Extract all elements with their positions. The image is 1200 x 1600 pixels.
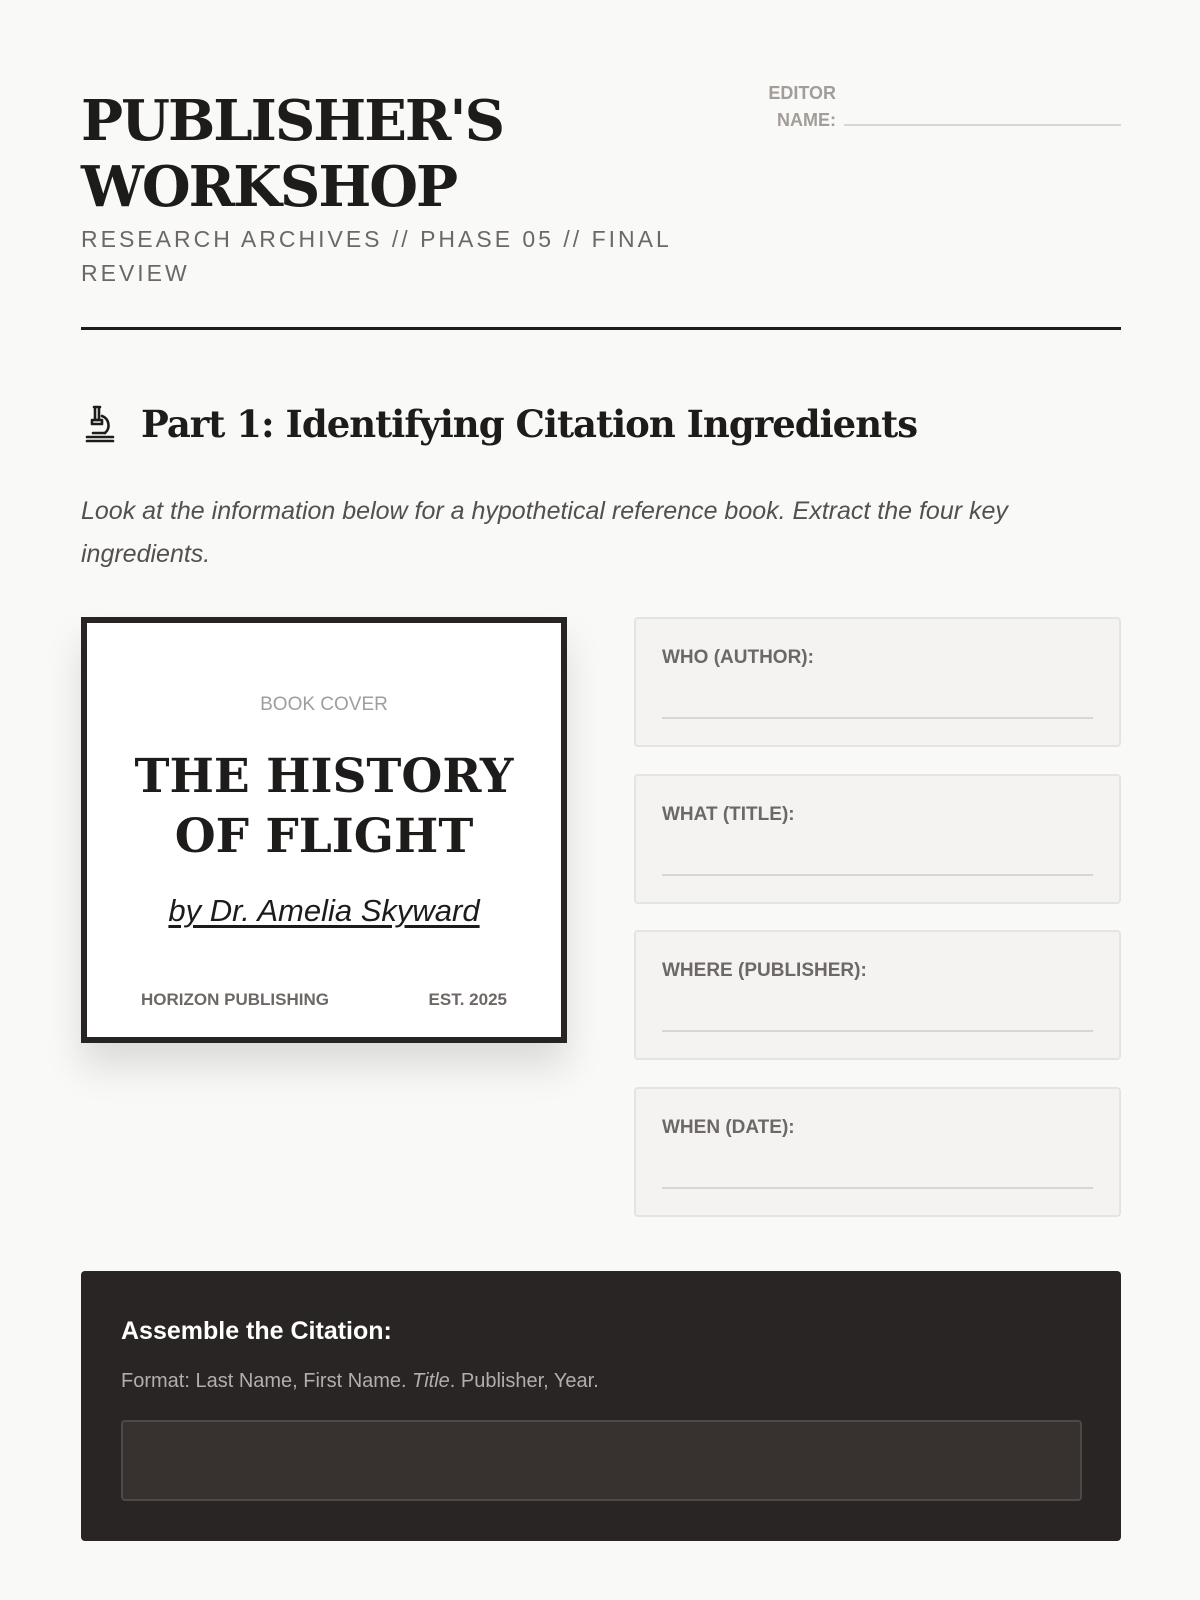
format-prefix: Format: Last Name, First Name. — [121, 1370, 413, 1392]
title-field-label: WHAT (TITLE): — [662, 804, 795, 825]
brand-title — [81, 88, 681, 220]
book-cover — [81, 617, 567, 1043]
date-field-label: WHEN (DATE): — [662, 1117, 795, 1138]
citation-input[interactable] — [121, 1420, 1082, 1501]
book-title-line-1: THE HISTORY — [134, 749, 514, 804]
book-title-line-2: OF FLIGHT — [174, 809, 474, 864]
book-cover-label: BOOK COVER — [260, 694, 388, 715]
format-suffix: . Publisher, Year. — [449, 1370, 599, 1392]
book-established: EST. 2025 — [428, 990, 507, 1009]
citation-format-hint — [121, 1367, 599, 1395]
date-input[interactable] — [662, 1187, 1093, 1189]
editor-name-field[interactable] — [844, 124, 1121, 126]
editor-label-line-1: EDITOR — [768, 83, 836, 103]
format-italic: Title — [412, 1370, 450, 1392]
author-field-label: WHO (AUTHOR): — [662, 647, 814, 668]
publisher-field-card — [634, 930, 1121, 1060]
section-description: Look at the information below for a hypothetical reference book. Extract the four key ingredients. — [81, 497, 1008, 568]
brand-title-line-1: PUBLISHER'S — [81, 88, 504, 154]
editor-name-label — [731, 80, 836, 134]
book-publisher: HORIZON PUBLISHING — [141, 990, 329, 1009]
editor-label-line-2: NAME: — [777, 110, 836, 130]
author-input[interactable] — [662, 717, 1093, 719]
brand-title-line-2: WORKSHOP — [81, 154, 457, 220]
date-field-card — [634, 1087, 1121, 1217]
microscope-icon — [81, 403, 117, 443]
section-title: Part 1: Identifying Citation Ingredients — [141, 402, 918, 446]
book-title — [107, 747, 541, 867]
publisher-field-label: WHERE (PUBLISHER): — [662, 960, 867, 981]
publisher-input[interactable] — [662, 1030, 1093, 1032]
author-field-card — [634, 617, 1121, 747]
title-field-card — [634, 774, 1121, 904]
book-author: by Dr. Amelia Skyward — [168, 893, 480, 928]
assemble-citation-panel — [81, 1271, 1121, 1541]
assemble-title: Assemble the Citation: — [121, 1317, 392, 1345]
page-header — [81, 80, 1121, 330]
brand-subtitle: RESEARCH ARCHIVES // PHASE 05 // FINAL REVIEW — [81, 226, 671, 286]
title-input[interactable] — [662, 874, 1093, 876]
